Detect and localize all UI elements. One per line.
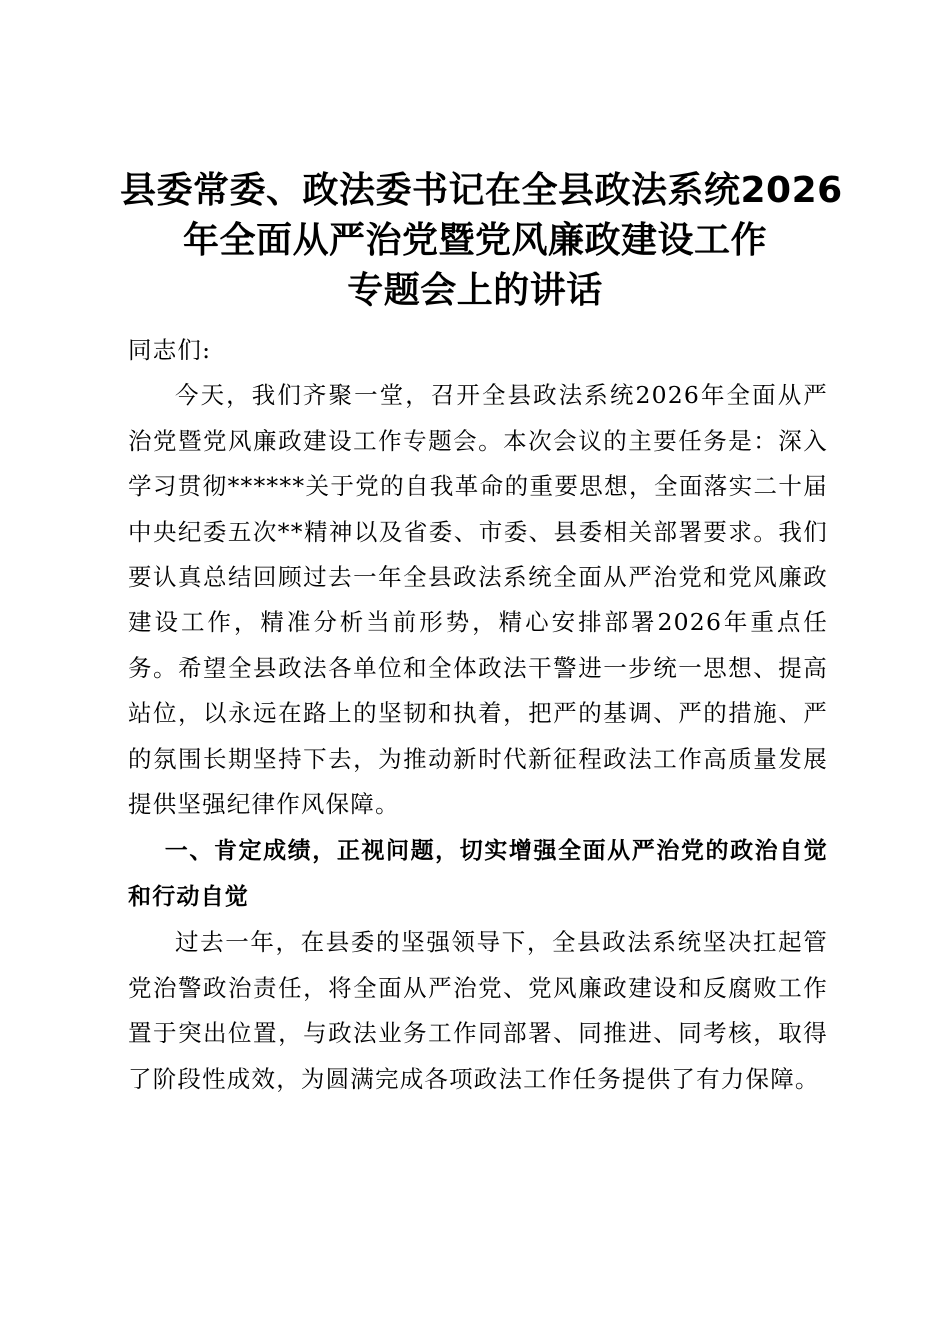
title-line-2: 年全面从严治党暨党风廉政建设工作 — [182, 220, 767, 261]
section-heading-1: 一、肯定成绩，正视问题，切实增强全面从严治党的政治自觉和行动自觉 — [128, 838, 828, 910]
document-title — [120, 166, 843, 316]
opening-paragraph: 今天，我们齐聚一堂，召开全县政法系统2026年全面从严治党暨党风廉政建设工作专题会。本次会议的主要任务是：深入学习贯彻******关于党的自我革命的重要思想，全面落实二十届中央纪委五次**精神以及省委、市委、县委相关部署要求。我们要认真总结回顾过去一年全县政法系统全面从严治党和党风廉政建设工作，精准分析当前形势，精心安排部署2026年重点任务。希望全县政法各单位和全体政法干警进一步统一思想、提高站位，以永远在路上的坚韧和执着，把严的基调、严的措施、严的氛围长期坚持下去，为推动新时代新征程政法工作高质量发展提供坚强纪律作风保障。 — [128, 381, 828, 819]
salutation: 同志们: — [128, 336, 212, 364]
title-line-1: 县委常委、政法委书记在全县政法系统2026 — [120, 170, 843, 211]
document-body — [128, 328, 828, 1102]
section-1-paragraph: 过去一年，在县委的坚强领导下，全县政法系统坚决扛起管党治警政治责任，将全面从严治党、党风廉政建设和反腐败工作置于突出位置，与政法业务工作同部署、同推进、同考核，取得了阶段性成效，为圆满完成各项政法工作任务提供了有力保障。 — [128, 928, 828, 1093]
title-line-3: 专题会上的讲话 — [347, 270, 603, 311]
